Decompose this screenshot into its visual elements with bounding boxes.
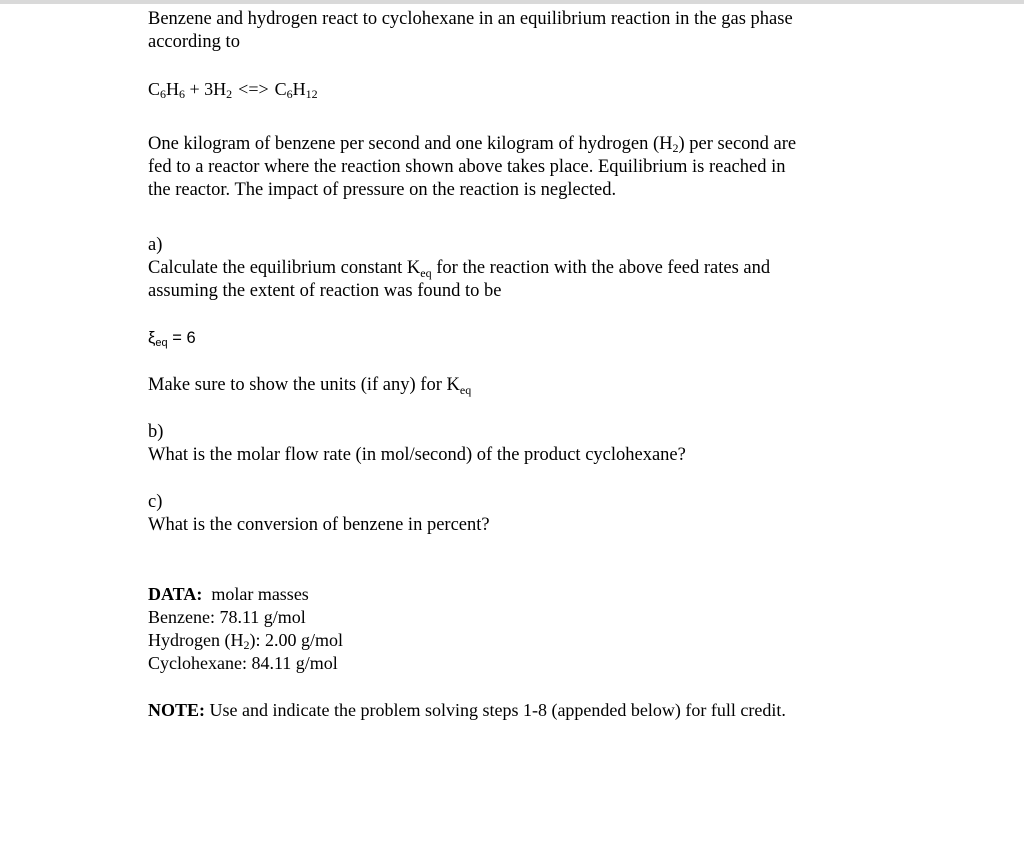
intro-line-1: Benzene and hydrogen react to cyclohexane in an equilibrium reaction in the gas phase bbox=[148, 9, 793, 29]
feed-line-2: fed to a reactor where the reaction shown above takes place. Equilibrium is reached in bbox=[148, 157, 786, 177]
intro-line-2: according to bbox=[148, 32, 240, 52]
units-reminder: Make sure to show the units (if any) for $K_{eq}$ bbox=[148, 375, 472, 397]
part-b-question: What is the molar flow rate (in mol/second) of the product cyclohexane? bbox=[148, 445, 686, 465]
note: NOTE: Use and indicate the problem solving steps 1-8 (appended below) for full credit. bbox=[148, 700, 786, 720]
problem-document bbox=[148, 8, 888, 722]
part-b-label: b) bbox=[148, 422, 164, 442]
feed-line-3: the reactor. The impact of pressure on the reaction is neglected. bbox=[148, 180, 617, 200]
top-divider bbox=[0, 0, 1024, 4]
data-benzene: Benzene: 78.11 g/mol bbox=[148, 607, 306, 627]
equilibrium-arrow: <=> bbox=[238, 79, 269, 99]
part-a-label: a) bbox=[148, 235, 163, 255]
part-c-label: c) bbox=[148, 492, 163, 512]
data-heading: DATA: molar masses bbox=[148, 584, 309, 604]
extent-of-reaction: $\xi_{eq} = 6$ bbox=[148, 329, 196, 349]
reaction-equation: $C_6H_6 + 3H_2$ <=> $C_6H_{12}$ bbox=[148, 79, 318, 101]
part-a-line-1: Calculate the equilibrium constant $K_{eq}$ for the reaction with the above feed rates and bbox=[148, 258, 771, 280]
data-cyclohexane: Cyclohexane: 84.11 g/mol bbox=[148, 653, 338, 673]
data-hydrogen: Hydrogen $(H_2)$: 2.00 g/mol bbox=[148, 630, 343, 652]
feed-line-1: One kilogram of benzene per second and one kilogram of hydrogen $(H_2)$ per second are bbox=[148, 134, 797, 155]
part-a-line-2: assuming the extent of reaction was found to be bbox=[148, 281, 502, 301]
part-c-question: What is the conversion of benzene in percent? bbox=[148, 515, 490, 535]
